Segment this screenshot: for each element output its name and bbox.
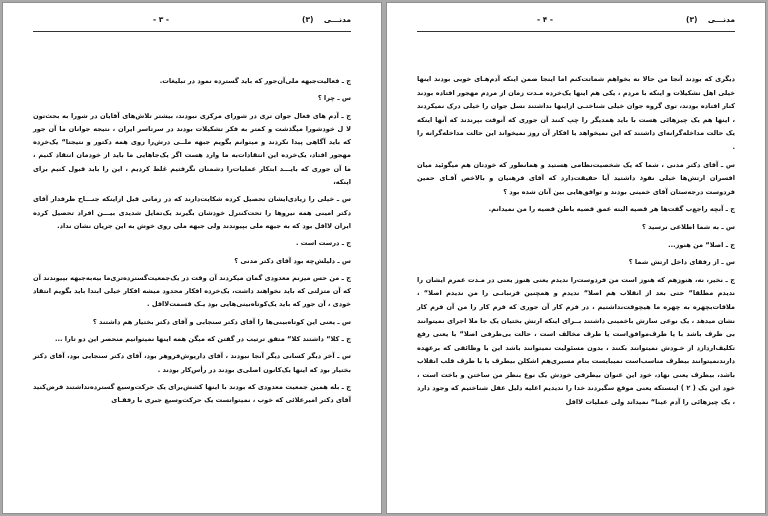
paragraph: دیگری که بودند آنجا من حالا نه بخواهم شماتت‌کنم اما اینجا ضمن اینکه آدم‌هـای خوبی بودند اینها خیلی اهل تشکیلات و اینکه با مردم ، یکی هم اینها یک‌خرده مـدت زمان از مردم مهجور افتاده بودند کنار افتاده بودند، توی گروه جوان خیلی شناختـی ازاینها نداشتند نسل جوان را خیلی درک نمیکردند ، اینها هم یک چیزهائی هست با باید همدیگر را چپ کنند آن جوری که آنوقت بپرندند که آنها اینکه یک حالت مداخله‌گرانه‌ای داشتند که این نمیخواهد یا افکار آن روز نمیخواند این حالت مداخله‌گرانه را . [417,75,735,151]
paragraph: س ـ آقای دکتر مدنی ، شما که یک شخصیت‌نظامی هستید و همانطور که خودتان هم میگوئید میان افسران ارتش‌ها خیلی نفوذ داشتید آیا حقیقت‌دارد که آقای فرهنیان و بالاخص آقـای حمین فردوست درجه‌ستان آقای خمینی بودند و توافق‌هایی بین آنان شده بود ؟ [417,160,735,196]
paragraph: ج ـ کلا“ داشتند کلا“ متفق ترتیب در گفتن که میگن همه اینها نمیتوانیم منحصر این دو تارا ... [54,335,351,344]
right-page [387,3,765,513]
page-number: - ۴ - [537,15,554,24]
paragraph: س ـ خیلی را زیادی‌ایشان تحصیل کرده شکایت‌دارند که در زمانی قبل ازاینکه جنـــاح طرفدار آقای دکتر امینی همه نیروها را تحت‌کنترل خودشان بگیرند یک‌تمایل شدیدی بیـــن افراد تحصیل کرده ایران لااقل بود که به جبهه ملی بپیوندند ولی جبهه ملی روی خوش به این جریان نشان نداد. [33,195,351,230]
left-page [3,3,381,513]
header-issue: (۳) [686,15,698,24]
header-rule [417,31,735,32]
paragraph: ج ـ درست است . [295,239,351,248]
paragraph: س ـ یعنی این کوتاه‌بینی‌ها را آقای دکتر سنجابی و آقای دکتر بختیار هم داشتند ؟ [92,317,351,326]
header-rule [33,31,351,32]
paragraph: ج ـ آدم های فعال جوان تری در شورای مرکزی نبودند، بیشتر تلاش‌های آقایان در شورا به بحث‌تون لا ل خودشورا میگذشت و کمتر به فکر تشکیلات بودند در سرتاسر ایران ، نتیجه جوانان ما آن جور که باید آگاهی پیدا نکردند و میتوانم بگویم جبهه ملــی درش‌را روی همه دکتور و نتیجتا“ یک‌خرده مهجور افتاد، یک‌خرده این انتقادات‌به ما وارد هست اگر یک‌جاهایی ما باید از خودمان انتقاد کنیم ، ما آن جوری که بایـــد ابتکار عملیات‌را دشمنان نگرفتیم غلط کردیم ، این را باید قبول کنیم برای اینکه، [33,111,351,187]
header-title: مدنـــی (۳) [302,15,351,24]
page-header [387,15,765,29]
paragraph: س ـ به شما اطلاعی نرسید ؟ [641,222,735,231]
paragraph: ج ـ آنچه راجع‌ب گفت‌ها هر قضیه البته عمق قضیه باطن قضیه را من نمیدانم. [488,205,735,214]
paragraph: س ـ آخر دیگر کسانی دیگر آنجا نبودند ، آقای داریوش‌فروهر بود، آقای دکتر سنجابی بود، آقای دکتر بختیار بود که اینها یک‌کانون اصلی‌ی بودند در رأس‌کار بودند . [33,352,351,374]
page-header [3,15,381,29]
paragraph: س ـ از رفقای داخل ارتش شما ؟ [628,258,735,267]
paragraph: س ـ دلیلش‌چه بود آقای دکتر مدنی ؟ [234,256,351,265]
paragraph: ج ـ من حس میزنم معدودی گمان میکردند آن وقت در یک‌جمعیت‌گسترده‌تری‌ما بیه‌به‌جبهه بپیوندند آن که آن متزلتی که باید نخواهند داشت، یک‌خرده افکار محدود میشه افکار خیلی ابتدا باید بگویم انتقاد خودی ، آن جور که باید یک‌کوتاه‌بینی‌هایی بود یـک قسمت‌لااقل . [33,273,351,309]
paragraph: ج ـ بله همین جمعیت معدودی که بودند با اینها کشش‌برای یک حرکت‌وسیع گسترده‌نداشتند فرض‌کنید آقای دکتر امیرعلائی که خوب ، نمیتوانست یک حرکت‌وسیع جبری با رفقـای [33,382,351,405]
paragraph: س ـ چرا ؟ [317,94,351,103]
header-issue: (۳) [302,15,314,24]
paragraph: ج ـ نخیر، نه، هنوزهم که هنوز است من فردوست‌را ندیدم یعنی هنوز یعنی در مـدت عمرم ایشان را ندیدم مطلقا“ حتی بعد از انقلاب هم اصلا“ ندیدم و همچنین قرنبانـی را من ندیدم اصلا“ ، ملاقات‌بچهره به چهره ما هیچوقت‌نداشتیم ، در فرم کار آن جوری که فرم کار را من آن فرم کار نشان میدهد ، یک نوعی سازش باخمینی داشتند بــرای اینکه ارتش بختیان یک جا ملا اجرای نمیتوانند بی طرف باشد با یا طرف‌موافق‌است یا طرف مخالف است ، حالت بی‌طرفی اصلا“ با یعنی رفع تکلیف‌اردازد از خـودش نمیتوانند بکنند ، بدون مسئولیت نمیتوانند باشد این با وظائفی که برعهده دارندنمیتوانند بیطرف مناسب‌است نمیبایست بنام مسیری‌هم اشکلن بیطرف یا با طرف قلب انقلاب باشد، بیطرف یعنی نهاد، خود این عنوان بیطرفی خودش یک نوع بنظر من ساختن و باخت است ، خود این یک ( ۲ ) اینستکه یعنی موقع سگیردند خدا را ندیدیم اعلیه دلیل عقل شناختیم که وجود دارد ، یک چیزهائی را آدم عینا“ نمیداند ولی عملیات لااقل [417,275,735,407]
paragraph: ج ـ فعالیت‌جبهه ملی‌آن‌جور که باید گسترده نمود در تبلیغات. [159,77,351,85]
page-number: - ۳ - [153,15,170,24]
header-title: مدنـــی (۳) [686,15,735,24]
page-body [417,73,735,414]
paragraph: ج ـ اصلا“ من هنوز... [668,240,735,249]
page-body [33,75,351,412]
